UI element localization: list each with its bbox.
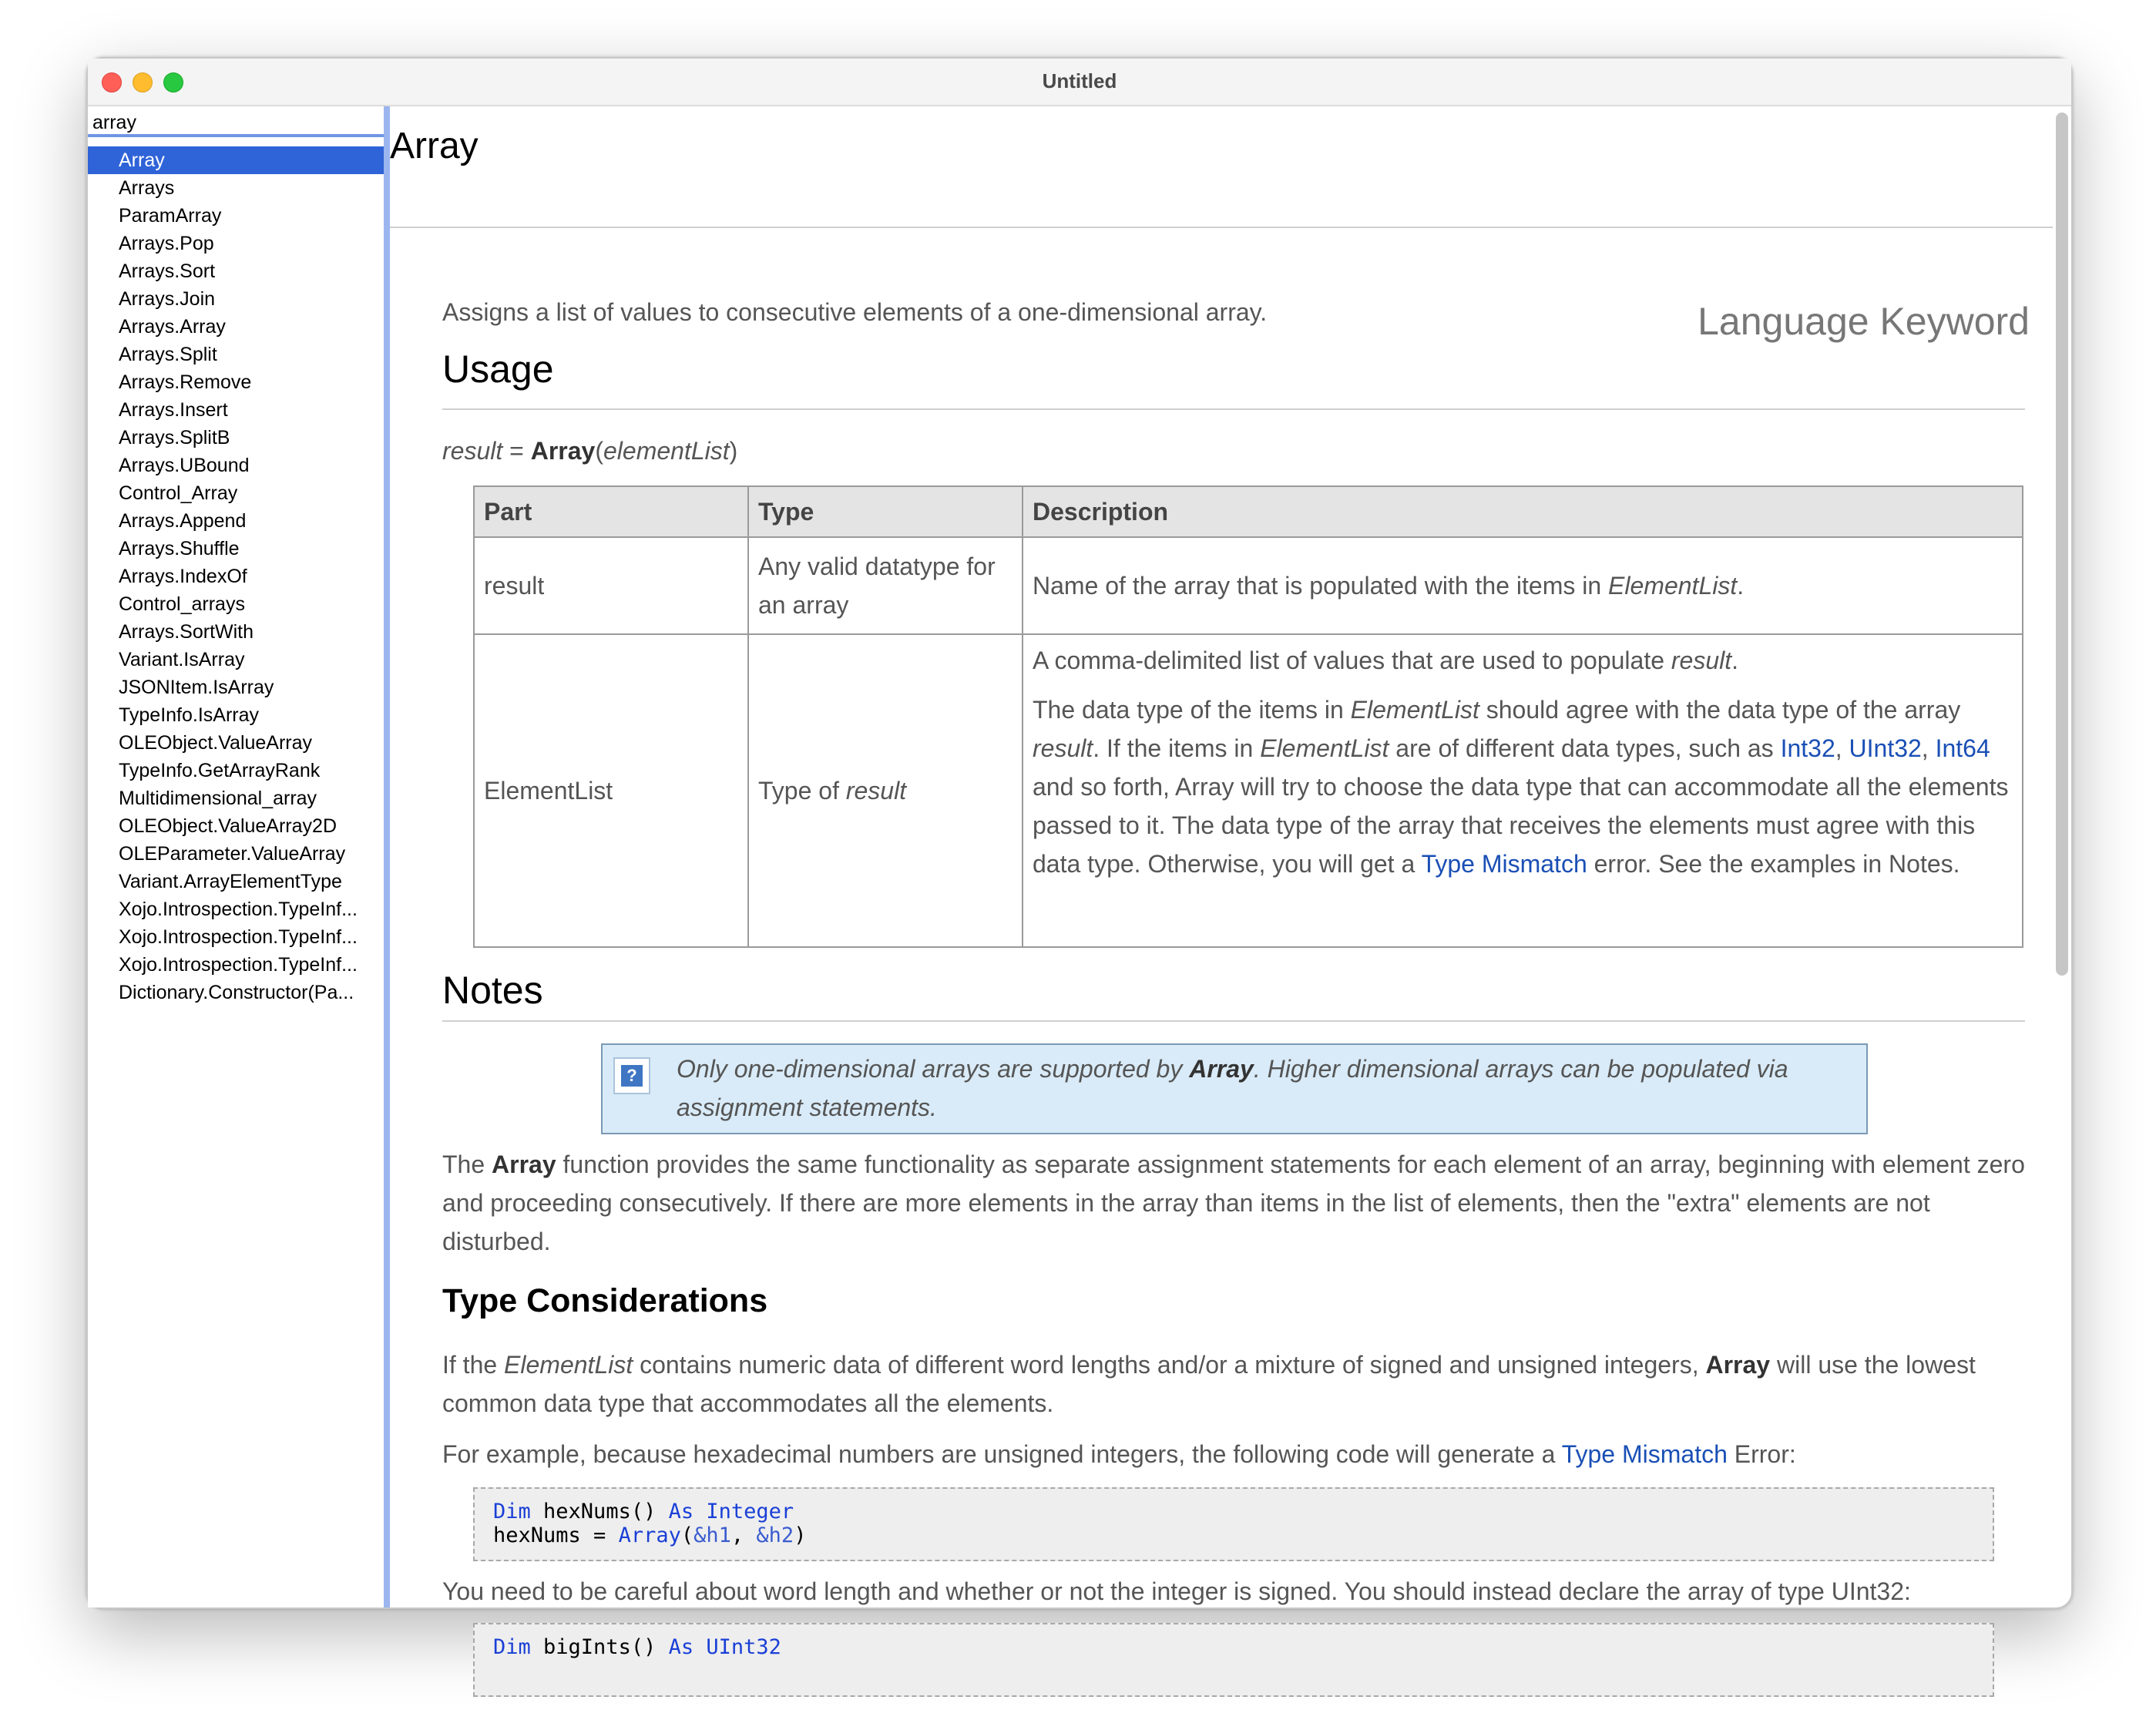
word-length-paragraph: You need to be careful about word length and whether or not the integer is signed. You should instead declare the array of type UInt32:: [442, 1577, 1911, 1605]
window-title: Untitled: [1042, 69, 1117, 92]
int32-link[interactable]: Int32: [1780, 734, 1835, 762]
search-result-item[interactable]: Arrays.Pop: [119, 233, 214, 254]
note-callout: [601, 1043, 1868, 1134]
search-result-item[interactable]: Arrays.UBound: [119, 455, 250, 476]
search-result-item[interactable]: OLEObject.ValueArray2D: [119, 815, 337, 837]
search-result-item[interactable]: Arrays.Array: [119, 316, 226, 338]
search-result-item[interactable]: Arrays.Remove: [119, 371, 252, 393]
search-result-item[interactable]: Arrays.SplitB: [119, 427, 230, 448]
type-mismatch-link[interactable]: Type Mismatch: [1421, 850, 1587, 878]
search-result-item[interactable]: TypeInfo.GetArrayRank: [119, 760, 321, 781]
search-result-item[interactable]: Arrays.Sort: [119, 260, 216, 282]
page-title: Array: [390, 126, 479, 166]
type-cell: Type of result: [748, 634, 1023, 947]
usage-divider: [442, 408, 2025, 410]
summary-text: Assigns a list of values to consecutive elements of a one-dimensional array.: [442, 298, 1268, 326]
table-header-row: [474, 486, 2023, 537]
search-result-item[interactable]: ParamArray: [119, 205, 222, 227]
description-cell: [1023, 634, 2023, 947]
note-text: Only one-dimensional arrays are supported by Array. Higher dimensional arrays can be populated via assignment statements.: [677, 1055, 1788, 1121]
column-header-type: Type: [748, 486, 1023, 537]
search-result-item[interactable]: Array: [88, 146, 384, 174]
search-results-list: [88, 146, 384, 1006]
description-paragraph: A comma-delimited list of values that are used to populate result.: [1033, 647, 1739, 674]
search-result-item[interactable]: Arrays.Insert: [119, 399, 228, 421]
column-header-description: Description: [1023, 486, 2023, 537]
notes-heading: Notes: [442, 969, 543, 1012]
search-result-item[interactable]: Arrays.Split: [119, 344, 217, 365]
search-result-item[interactable]: OLEParameter.ValueArray: [119, 843, 346, 865]
type-considerations-heading: Type Considerations: [442, 1282, 768, 1319]
example-intro-paragraph: For example, because hexadecimal numbers are unsigned integers, the following code will generate a Type Mismatch Error:: [442, 1440, 1796, 1468]
description-paragraph: The data type of the items in ElementList should agree with the data type of the array result. If the items in ElementList are of different data types, such as Int32, UInt32, Int64 and so forth, Array will try to choose the data type that can accommodate all the elements passed to it. The data type of the array that receives the elements must agree with this data type. Otherwise, you will get a Type Mismatch error. See the examples in Notes.: [1033, 696, 2009, 878]
int64-link[interactable]: Int64: [1935, 734, 1990, 762]
title-bar: [88, 59, 2071, 106]
column-header-part: Part: [474, 486, 748, 537]
description-cell: Name of the array that is populated with the items in ElementList.: [1023, 537, 2023, 634]
type-mismatch-link[interactable]: Type Mismatch: [1561, 1440, 1728, 1468]
search-result-item[interactable]: Arrays.Join: [119, 288, 216, 310]
code-block: Dim hexNums() As Integer hexNums = Array(&h1, &h2): [473, 1487, 1994, 1561]
usage-syntax: result = Array(elementList): [442, 437, 738, 465]
usage-heading: Usage: [442, 348, 554, 391]
category-label: Language Keyword: [1698, 300, 2030, 343]
search-result-item[interactable]: Control_Array: [119, 482, 238, 504]
app-window: [86, 57, 2073, 1659]
search-result-item[interactable]: TypeInfo.IsArray: [119, 704, 260, 726]
uint32-link[interactable]: UInt32: [1849, 734, 1922, 762]
type-cell: Any valid datatype for an array: [748, 537, 1023, 634]
type-considerations-paragraph: If the ElementList contains numeric data of different word lengths and/or a mixture of signed and unsigned integers, Array will use the lowest common data type that accommodates all the elements.: [442, 1351, 1976, 1417]
parameters-table: [473, 485, 2023, 948]
search-result-item[interactable]: Arrays.Append: [119, 510, 247, 532]
table-row: [474, 537, 2023, 634]
vertical-scrollbar[interactable]: [2056, 113, 2068, 976]
doc-content: [390, 106, 2071, 1659]
search-result-item[interactable]: Xojo.Introspection.TypeInf...: [119, 926, 358, 948]
part-cell: result: [474, 537, 748, 634]
notes-divider: [442, 1020, 2025, 1022]
part-cell: ElementList: [474, 634, 748, 947]
search-result-item[interactable]: Variant.IsArray: [119, 649, 245, 670]
search-result-item[interactable]: Arrays.SortWith: [119, 621, 254, 643]
search-result-item[interactable]: Xojo.Introspection.TypeInf...: [119, 899, 358, 920]
search-result-item[interactable]: Arrays: [119, 177, 175, 199]
search-result-item[interactable]: Arrays.Shuffle: [119, 538, 240, 559]
search-result-item[interactable]: Control_arrays: [119, 593, 245, 615]
search-result-item[interactable]: Dictionary.Constructor(Pa...: [119, 982, 354, 1003]
sidebar: [88, 106, 390, 1607]
search-result-item[interactable]: JSONItem.IsArray: [119, 677, 274, 698]
search-result-item[interactable]: OLEObject.ValueArray: [119, 732, 313, 754]
notes-paragraph: The Array function provides the same functionality as separate assignment statements for each element of an array, beginning with element zero and proceeding consecutively. If there are more elements in the array than items in the list of elements, then the "extra" elements are not disturbed.: [442, 1151, 2025, 1255]
search-result-item[interactable]: Arrays.IndexOf: [119, 566, 247, 587]
search-result-item[interactable]: Variant.ArrayElementType: [119, 871, 342, 892]
help-icon: ?: [613, 1057, 650, 1094]
table-row: [474, 634, 2023, 947]
search-result-item[interactable]: Multidimensional_array: [119, 788, 317, 809]
search-result-item[interactable]: Xojo.Introspection.TypeInf...: [119, 954, 358, 976]
code-block: Dim bigInts() As UInt32: [473, 1623, 1994, 1697]
title-divider: [390, 227, 2053, 228]
search-input[interactable]: [88, 106, 384, 137]
